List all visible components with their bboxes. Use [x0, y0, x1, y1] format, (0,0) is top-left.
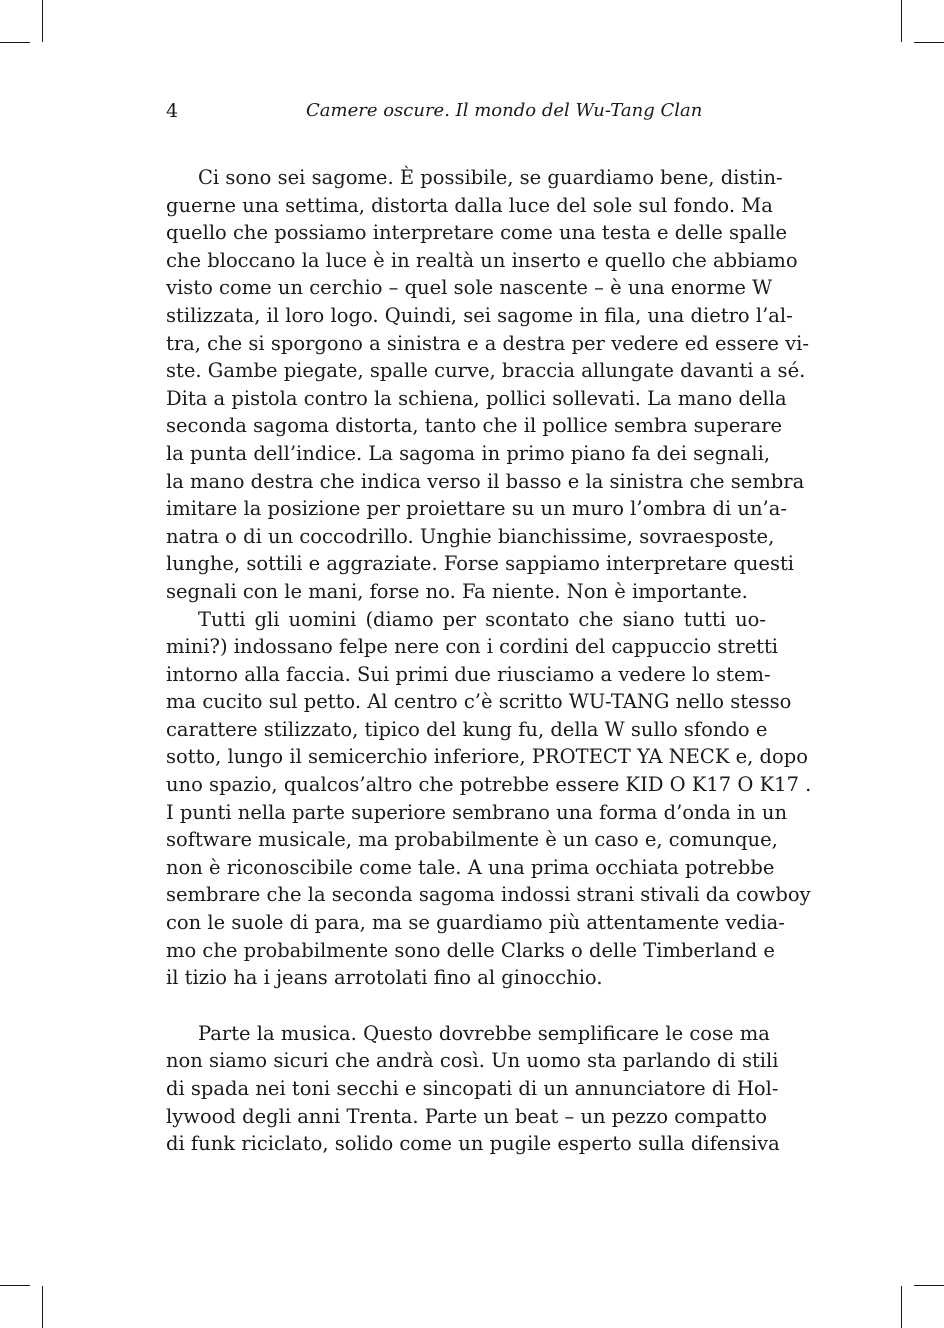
crop-mark [901, 0, 902, 42]
text-line: sembrare che la seconda sagoma indossi strani stivali da cowboy [166, 883, 811, 907]
text-line: lunghe, sottili e aggraziate. Forse sappiamo interpretare questi [166, 552, 795, 576]
text-line: Ci sono sei sagome. È possibile, se guardiamo bene, distin- [198, 166, 783, 189]
crop-mark [42, 0, 43, 42]
text-line: mo che probabilmente sono delle Clarks o delle Timberland e [166, 938, 775, 962]
text-line: lywood degli anni Trenta. Parte un beat – un pezzo compatto [166, 1104, 767, 1128]
crop-mark [42, 1286, 43, 1328]
section-break [166, 992, 766, 1020]
text-line: sotto, lungo il semicerchio inferiore, PROTECT YA NECK e, dopo [166, 745, 808, 769]
text-line: visto come un cerchio – quel sole nascente – è una enorme W [166, 276, 773, 300]
text-line: stilizzata, il loro logo. Quindi, sei sagome in fila, una dietro l’al- [166, 303, 793, 327]
text-line: il tizio ha i jeans arrotolati fino al ginocchio. [166, 966, 603, 990]
text-line: ma cucito sul petto. Al centro c’è scritto WU-TANG nello stesso [166, 690, 792, 714]
text-line: I punti nella parte superiore sembrano una forma d’onda in un [166, 800, 788, 824]
text-line: non siamo sicuri che andrà così. Un uomo sta parlando di stili [166, 1049, 779, 1073]
text-line: software musicale, ma probabilmente è un caso e, comunque, [166, 828, 778, 852]
text-line: con le suole di para, ma se guardiamo più attentamente vedia- [166, 911, 785, 935]
text-line: che bloccano la luce è in realtà un inserto e quello che abbiamo [166, 248, 798, 272]
text-line: imitare la posizione per proiettare su un muro l’ombra di un’a- [166, 497, 787, 521]
crop-mark [914, 1285, 944, 1286]
page-number: 4 [166, 100, 179, 122]
text-line: seconda sagoma distorta, tanto che il pollice sembra superare [166, 414, 783, 438]
text-line: tra, che si sporgono a sinistra e a destra per vedere ed essere vi- [166, 331, 809, 355]
text-line: Tutti gli uomini (diamo per scontato che siano tutti uo- [198, 607, 766, 631]
text-line: uno spazio, qualcos’altro che potrebbe essere KID O K17 O K17 . [166, 773, 812, 797]
text-line: Parte la musica. Questo dovrebbe semplificare le cose ma [198, 1021, 770, 1045]
paragraph-2 [166, 606, 812, 992]
crop-mark [0, 1285, 30, 1286]
crop-mark [914, 42, 944, 43]
text-line: segnali con le mani, forse no. Fa niente. Non è importante. [166, 579, 748, 603]
crop-mark [0, 42, 30, 43]
text-line: Dita a pistola contro la schiena, pollici sollevati. La mano della [166, 386, 787, 410]
text-line: guerne una settima, distorta dalla luce del sole sul fondo. Ma [166, 193, 773, 217]
running-head [166, 100, 766, 128]
body-text [166, 164, 812, 1158]
text-line: intorno alla faccia. Sui primi due riusciamo a vedere lo stem- [166, 662, 771, 686]
text-line: quello che possiamo interpretare come una testa e delle spalle [166, 221, 788, 245]
text-line: non è riconoscibile come tale. A una prima occhiata potrebbe [166, 855, 775, 879]
text-line: natra o di un coccodrillo. Unghie bianchissime, sovraesposte, [166, 524, 775, 548]
text-line: la mano destra che indica verso il basso e la sinistra che sembra [166, 469, 805, 493]
text-line: la punta dell’indice. La sagoma in primo piano fa dei segnali, [166, 441, 771, 465]
paragraph-1 [166, 164, 809, 606]
text-line: mini?) indossano felpe nere con i cordini del cappuccio stretti [166, 635, 779, 659]
crop-mark [901, 1286, 902, 1328]
paragraph-3 [166, 1020, 780, 1158]
text-line: carattere stilizzato, tipico del kung fu, della W sullo sfondo e [166, 717, 768, 741]
text-line: di funk riciclato, solido come un pugile esperto sulla difensiva [166, 1132, 780, 1156]
running-title: Camere oscure. Il mondo del Wu-Tang Clan [306, 100, 703, 121]
text-line: di spada nei toni secchi e sincopati di un annunciatore di Hol- [166, 1077, 779, 1100]
text-line: ste. Gambe piegate, spalle curve, braccia allungate davanti a sé. [166, 359, 806, 383]
